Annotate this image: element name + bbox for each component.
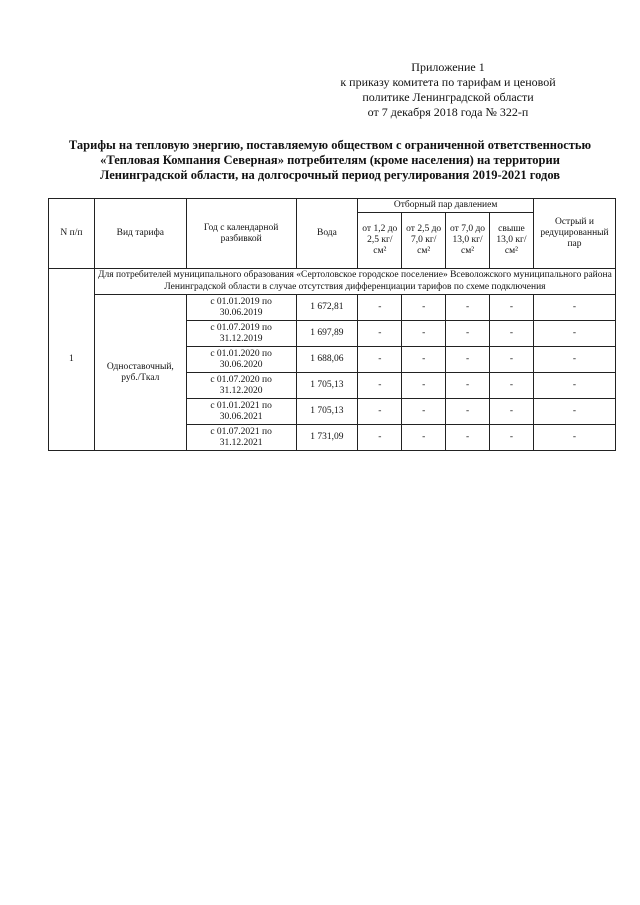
period-cell: с 01.07.2019 по 31.12.2019 bbox=[186, 321, 296, 347]
group-description: Для потребителей муниципального образования «Сертоловское городское поселение» Всеволожского муниципального района Ленинградской области в случае отсутствия дифференциации тарифов по схеме подключения bbox=[94, 269, 615, 295]
water-cell: 1 731,09 bbox=[296, 425, 358, 451]
appendix-line: политике Ленинградской области bbox=[362, 90, 534, 104]
header-row bbox=[49, 199, 616, 213]
table-row bbox=[49, 295, 616, 321]
p2-cell: - bbox=[402, 321, 446, 347]
water-cell: 1 672,81 bbox=[296, 295, 358, 321]
sharp-cell: - bbox=[533, 373, 615, 399]
p2-cell: - bbox=[402, 295, 446, 321]
tariff-type: Одноставочный, руб./Ткал bbox=[94, 295, 186, 451]
header-pressure-2: от 2,5 до 7,0 кг/см² bbox=[402, 213, 446, 269]
header-year: Год с календарной разбивкой bbox=[186, 199, 296, 269]
p2-cell: - bbox=[402, 399, 446, 425]
sharp-cell: - bbox=[533, 399, 615, 425]
p1-cell: - bbox=[358, 399, 402, 425]
p3-cell: - bbox=[446, 347, 490, 373]
header-sharp-steam: Острый и редуцированный пар bbox=[533, 199, 615, 269]
p1-cell: - bbox=[358, 347, 402, 373]
p3-cell: - bbox=[446, 399, 490, 425]
water-cell: 1 697,89 bbox=[296, 321, 358, 347]
p4-cell: - bbox=[490, 373, 534, 399]
header-pressure-3: от 7,0 до 13,0 кг/см² bbox=[446, 213, 490, 269]
document-title bbox=[50, 138, 610, 183]
p2-cell: - bbox=[402, 347, 446, 373]
header-water: Вода bbox=[296, 199, 358, 269]
period-cell: с 01.01.2020 по 30.06.2020 bbox=[186, 347, 296, 373]
appendix-line: Приложение 1 bbox=[411, 60, 485, 74]
p1-cell: - bbox=[358, 295, 402, 321]
sharp-cell: - bbox=[533, 425, 615, 451]
water-cell: 1 688,06 bbox=[296, 347, 358, 373]
title-line: Ленинградской области, на долгосрочный период регулирования 2019-2021 годов bbox=[99, 168, 561, 182]
period-cell: с 01.07.2021 по 31.12.2021 bbox=[186, 425, 296, 451]
header-type: Вид тарифа bbox=[94, 199, 186, 269]
sharp-cell: - bbox=[533, 347, 615, 373]
group-row bbox=[49, 269, 616, 295]
p2-cell: - bbox=[402, 373, 446, 399]
appendix-line: от 7 декабря 2018 года № 322-п bbox=[367, 105, 529, 119]
water-cell: 1 705,13 bbox=[296, 373, 358, 399]
p4-cell: - bbox=[490, 295, 534, 321]
p4-cell: - bbox=[490, 347, 534, 373]
p4-cell: - bbox=[490, 425, 534, 451]
period-cell: с 01.07.2020 по 31.12.2020 bbox=[186, 373, 296, 399]
sharp-cell: - bbox=[533, 321, 615, 347]
water-cell: 1 705,13 bbox=[296, 399, 358, 425]
p3-cell: - bbox=[446, 321, 490, 347]
header-num: N п/п bbox=[49, 199, 95, 269]
p1-cell: - bbox=[358, 321, 402, 347]
row-number: 1 bbox=[49, 269, 95, 451]
tariff-table bbox=[48, 198, 616, 451]
appendix-line: к приказу комитета по тарифам и ценовой bbox=[340, 75, 556, 89]
appendix-header bbox=[308, 60, 588, 120]
p3-cell: - bbox=[446, 425, 490, 451]
p3-cell: - bbox=[446, 373, 490, 399]
title-line: «Тепловая Компания Северная» потребителям (кроме населения) на территории bbox=[100, 153, 560, 167]
p1-cell: - bbox=[358, 373, 402, 399]
period-cell: с 01.01.2019 по 30.06.2019 bbox=[186, 295, 296, 321]
p4-cell: - bbox=[490, 321, 534, 347]
title-line: Тарифы на тепловую энергию, поставляемую обществом с ограниченной ответственностью bbox=[68, 138, 592, 152]
p3-cell: - bbox=[446, 295, 490, 321]
header-pressure-1: от 1,2 до 2,5 кг/см² bbox=[358, 213, 402, 269]
header-steam-group: Отборный пар давлением bbox=[358, 199, 534, 213]
period-cell: с 01.01.2021 по 30.06.2021 bbox=[186, 399, 296, 425]
header-pressure-4: свыше 13,0 кг/см² bbox=[490, 213, 534, 269]
p1-cell: - bbox=[358, 425, 402, 451]
sharp-cell: - bbox=[533, 295, 615, 321]
p2-cell: - bbox=[402, 425, 446, 451]
p4-cell: - bbox=[490, 399, 534, 425]
